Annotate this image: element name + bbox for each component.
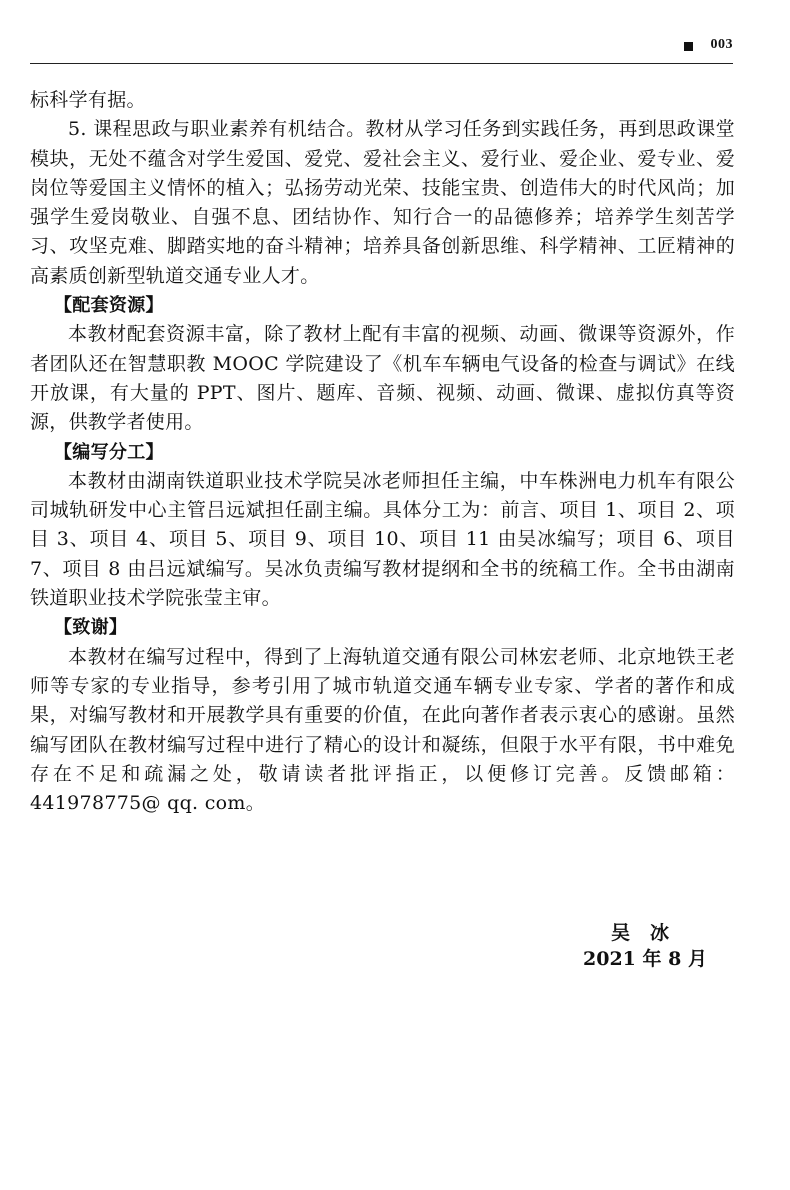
section-body-acknowledgements: 本教材在编写过程中，得到了上海轨道交通有限公司林宏老师、北京地铁王老师等专家的专业指导，参考引用了城市轨道交通车辆专业专家、学者的著作和成果，对编写教材和开展教学具有重要的价值，在此向著作者表示衷心的感谢。虽然编写团队在教材编写过程中进行了精心的设计和凝练，但限于水平有限，书中难免存在不足和疏漏之处，敬请读者批评指正，以便修订完善。反馈邮箱：441978775@ qq. com。 <box>30 645 735 815</box>
signature-date: 2021 年 8 月 <box>583 948 707 970</box>
page-header <box>30 37 733 64</box>
section-body-resources: 本教材配套资源丰富，除了教材上配有丰富的视频、动画、微课等资源外，作者团队还在智慧职教 MOOC 学院建设了《机车车辆电气设备的检查与调试》在线开放课，有大量的 PPT、图片、题库、音频、视频、动画、微课、虚拟仿真等资源，供教学者使用。 <box>30 323 735 434</box>
page-number: 003 <box>710 37 733 52</box>
section-heading-resources: 【配套资源】 <box>54 295 164 317</box>
section-heading-authors: 【编写分工】 <box>54 441 164 463</box>
section-heading-acknowledgements: 【致谢】 <box>54 617 128 639</box>
paragraph: 标科学有据。 <box>30 89 146 111</box>
square-marker-icon <box>684 42 693 51</box>
signature-name: 吴冰 <box>611 922 690 944</box>
page-content <box>30 86 735 818</box>
section-body-authors: 本教材由湖南铁道职业技术学院吴冰老师担任主编，中车株洲电力机车有限公司城轨研发中心主管吕远斌担任副主编。具体分工为：前言、项目 1、项目 2、项目 3、项目 4、项目 5、项目 9、项目 10、项目 11 由吴冰编写；项目 6、项目 7、项目 8 由吕远斌编写。吴冰负责编写教材提纲和全书的统稿工作。全书由湖南铁道职业技术学院张莹主审。 <box>30 469 735 610</box>
paragraph-course-ideology: 5. 课程思政与职业素养有机结合。教材从学习任务到实践任务，再到思政课堂模块，无处不蕴含对学生爱国、爱党、爱社会主义、爱行业、爱企业、爱专业、爱岗位等爱国主义情怀的植入；弘扬劳动光荣、技能宝贵、创造伟大的时代风尚；加强学生爱岗敬业、自强不息、团结协作、知行合一的品德修养；培养学生刻苦学习、攻坚克难、脚踏实地的奋斗精神；培养具备创新思维、科学精神、工匠精神的高素质创新型轨道交通专业人才。 <box>30 118 735 287</box>
